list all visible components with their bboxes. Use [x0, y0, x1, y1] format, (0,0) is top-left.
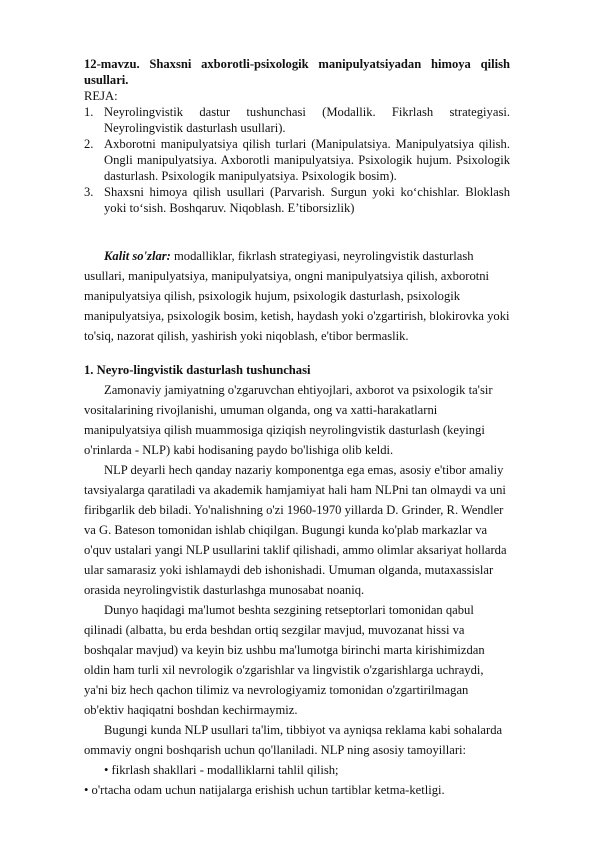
plan-item-number: 1. [84, 105, 94, 119]
plan-item-text: Neyrolingvistik dastur tushunchasi (Modallik. Fikrlash strategiyasi. Neyrolingvistik dasturlash usullari). [104, 105, 510, 135]
body-paragraph: NLP deyarli hech qanday nazariy komponentga ega emas, asosiy e'tibor amaliy tavsiyalarga qaratiladi va akademik hamjamiyat hali ham NLPni tan olmaydi va uni firibgarlik deb biladi. Yo'nalishning o'zi 1960-1970 yillarda D. Grinder, R. Wendler va G. Bateson tomonidan ishlab chiqilgan. Bugungi kunda ko'plab markazlar va o'quv ustalari yangi NLP usullarini taklif qilishadi, ammo olimlar aksariyat hollarda ular samarasiz yoki ishlamaydi deb ishonishadi. Umuman olganda, mutaxassislar orasida neyrolingvistik dasturlashga munosabat noaniq. [84, 463, 507, 597]
plan-list [84, 104, 510, 216]
plan-item-number: 2. [84, 137, 94, 151]
plan-item [84, 136, 510, 184]
keywords-label: Kalit so'zlar: [104, 249, 171, 263]
document-title: 12-mavzu. Shaxsni axborotli-psixologik manipulyatsiyadan himoya qilish usullari. [84, 57, 510, 87]
plan-item-text: Shaxsni himoya qilish usullari (Parvarish. Surgun yoki ko‘chishlar. Bloklash yoki to‘sish. Boshqaruv. Niqoblash. E’tiborsizlik) [104, 185, 510, 215]
bullet-item: • fikrlash shakllari - modalliklarni tahlil qilish; [104, 763, 339, 777]
plan-item-number: 3. [84, 185, 94, 199]
section-heading: 1. Neyro-lingvistik dasturlash tushunchasi [84, 363, 311, 377]
keywords-paragraph [84, 246, 510, 346]
keywords-text: modalliklar, fikrlash strategiyasi, neyrolingvistik dasturlash usullari, manipulyatsiya, manipulyatsiya, ongni manipulyatsiya qilish, axborotni manipulyatsiya qilish, psixologik hujum, psixologik dasturlash, psixologik manipulyatsiya, psixologik bosim, ketish, haydash yoki o'zgartirish, blokirovka yoki to'siq, nazorat qilish, yashirish yoki niqoblash, e'tibor bermaslik. [84, 249, 510, 343]
plan-item [84, 184, 510, 216]
document-page [84, 56, 510, 800]
plan-item-text: Axborotni manipulyatsiya qilish turlari (Manipulatsiya. Manipulyatsiya qilish. Ongli manipulyatsiya. Axborotli manipulyatsiya. Psixologik hujum. Psixologik dasturlash. Psixologik manipulyatsiya. Psixologik bosim). [104, 137, 510, 183]
body-paragraph: Bugungi kunda NLP usullari ta'lim, tibbiyot va ayniqsa reklama kabi sohalarda ommaviy ongni boshqarish uchun qo'llaniladi. NLP ning asosiy tamoyillari: [84, 723, 503, 757]
plan-item [84, 104, 510, 136]
body-paragraph: Dunyo haqidagi ma'lumot beshta sezgining retseptorlari tomonidan qabul qilinadi (albatta, bu erda beshdan ortiq sezgilar mavjud, muvozanat hissi va boshqalar mavjud) va keyin biz ushbu ma'lumotga birinchi marta kirishimizdan oldin ham turli xil nevrologik o'zgarishlar va lingvistik o'zgarishlarga uchraydi, ya'ni biz hech qachon tilimiz va nevrologiyamiz tomonidan o'zgartirilmagan ob'ektiv haqiqatni boshdan kechirmaymiz. [84, 603, 485, 717]
body-paragraph: Zamonaviy jamiyatning o'zgaruvchan ehtiyojlari, axborot va psixologik ta'sir vositalarining rivojlanishi, umuman olganda, ong va xatti-harakatlarni manipulyatsiya qilish muammosiga qiziqish neyrolingvistik dasturlash (keyingi o'rinlarda - NLP) kabi hodisaning paydo bo'lishiga olib keldi. [84, 383, 493, 457]
bullet-item: • o'rtacha odam uchun natijalarga erishish uchun tartiblar ketma-ketligi. [84, 783, 445, 797]
plan-label: REJA: [84, 89, 118, 103]
